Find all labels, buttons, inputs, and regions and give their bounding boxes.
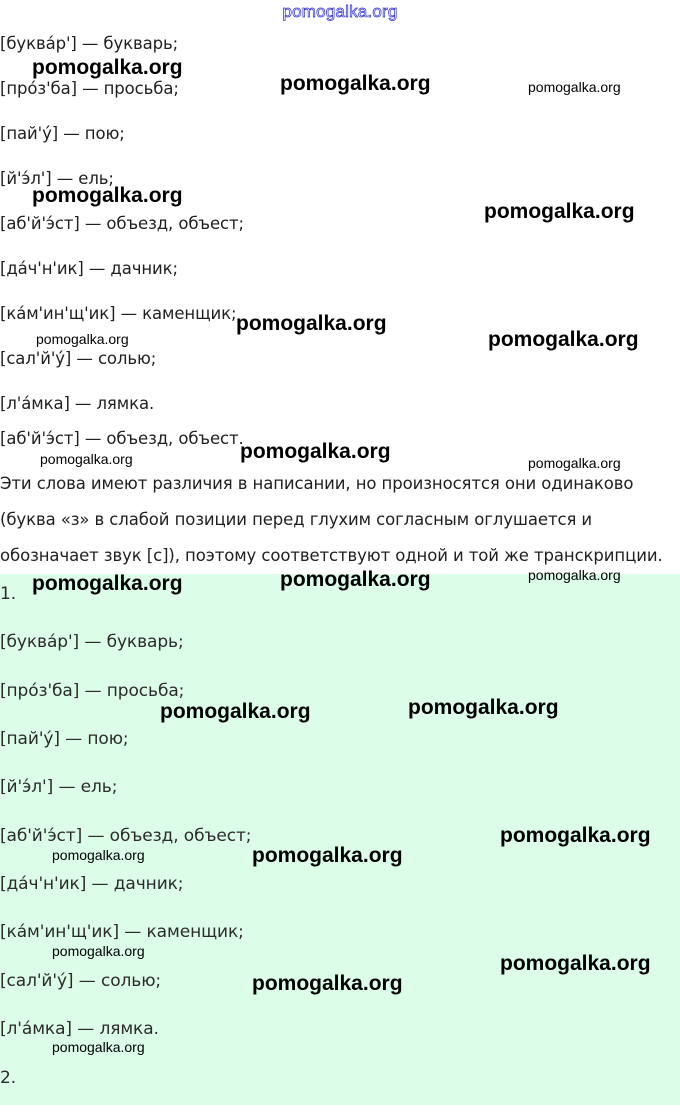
watermark: pomogalka.org xyxy=(32,56,183,79)
transcription-line: [л'а́мка] — лямка. xyxy=(0,394,155,413)
watermark: pomogalka.org xyxy=(40,451,133,467)
watermark: pomogalka.org xyxy=(528,455,621,471)
watermark: pomogalka.org xyxy=(484,200,635,223)
watermark: pomogalka.org xyxy=(240,440,391,463)
site-logo[interactable]: pomogalka.org xyxy=(282,2,398,21)
transcription-line: [сал'й'у́] — солью; xyxy=(0,971,162,991)
transcription-line: [аб'й'э́ст] — объезд, объест; xyxy=(0,214,244,233)
transcription-line: [да́ч'н'ик] — дачник; xyxy=(0,259,178,278)
watermark: pomogalka.org xyxy=(500,952,651,975)
transcription-line: [сал'й'у́] — солью; xyxy=(0,349,157,368)
transcription-line: [буква́р'] — букварь; xyxy=(0,34,179,53)
watermark: pomogalka.org xyxy=(160,700,311,723)
transcription-line: [й'э́л'] — ель; xyxy=(0,169,114,188)
watermark: pomogalka.org xyxy=(252,972,403,995)
explanation-line: Эти слова имеют различия в написании, но произносятся они одинаково xyxy=(0,474,634,493)
explanation-line: обозначает звук [с]), поэтому соответствуют одной и той же транскрипции. xyxy=(0,546,663,565)
watermark: pomogalka.org xyxy=(52,943,145,959)
watermark: pomogalka.org xyxy=(528,567,621,583)
transcription-line: [аб'й'э́ст] — объезд, объест; xyxy=(0,826,252,846)
watermark: pomogalka.org xyxy=(280,568,431,591)
transcription-line: [пай'у́] — пою; xyxy=(0,124,125,143)
transcription-line: [аб'й'э́ст] — объезд, объест. xyxy=(0,429,244,448)
item-number: 1. xyxy=(0,584,17,604)
watermark: pomogalka.org xyxy=(488,328,639,351)
transcription-line: [ка́м'ин'щ'ик] — каменщик; xyxy=(0,922,244,942)
watermark: pomogalka.org xyxy=(500,824,651,847)
transcription-line: [пай'у́] — пою; xyxy=(0,729,129,749)
watermark: pomogalka.org xyxy=(236,312,387,335)
explanation-line: (буква «з» в слабой позиции перед глухим согласным оглушается и xyxy=(0,510,593,529)
transcription-line: [про́з'ба] — просьба; xyxy=(0,681,185,701)
transcription-line: [л'а́мка] — лямка. xyxy=(0,1019,159,1039)
item-number: 2. xyxy=(0,1068,17,1088)
watermark: pomogalka.org xyxy=(36,331,129,347)
watermark: pomogalka.org xyxy=(280,72,431,95)
watermark: pomogalka.org xyxy=(52,847,145,863)
transcription-line: [й'э́л'] — ель; xyxy=(0,777,118,797)
transcription-line: [про́з'ба] — просьба; xyxy=(0,79,179,98)
transcription-line: [да́ч'н'ик] — дачник; xyxy=(0,874,184,894)
watermark: pomogalka.org xyxy=(252,844,403,867)
transcription-line: [ка́м'ин'щ'ик] — каменщик; xyxy=(0,304,237,323)
transcription-line: [буква́р'] — букварь; xyxy=(0,632,184,652)
watermark: pomogalka.org xyxy=(408,696,559,719)
watermark: pomogalka.org xyxy=(528,79,621,95)
watermark: pomogalka.org xyxy=(32,184,183,207)
watermark: pomogalka.org xyxy=(52,1039,145,1055)
watermark: pomogalka.org xyxy=(32,572,183,595)
